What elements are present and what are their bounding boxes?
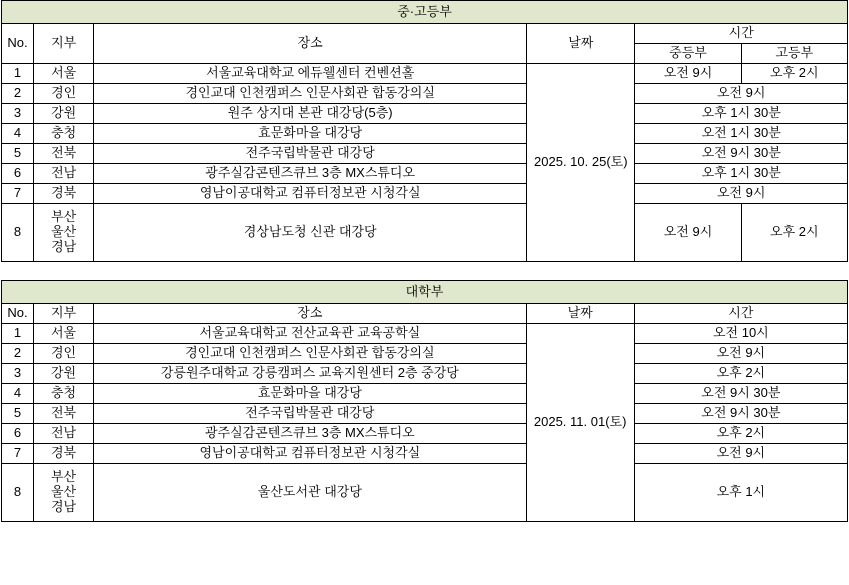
row-branch-line: 울산 — [51, 484, 77, 500]
header-place: 장소 — [94, 304, 527, 324]
row-time: 오전 9시 — [635, 184, 848, 204]
section-spacer — [0, 262, 849, 280]
row-branch: 경북 — [34, 444, 94, 464]
header-place: 장소 — [94, 24, 527, 64]
table-row — [2, 124, 848, 144]
row-time: 오전 9시 30분 — [634, 404, 847, 424]
row-place: 경인교대 인천캠퍼스 인문사회관 합동강의실 — [94, 84, 527, 104]
header-time-high: 고등부 — [741, 44, 847, 64]
section2-title: 대학부 — [2, 281, 848, 304]
row-place: 전주국립박물관 대강당 — [94, 404, 527, 424]
row-place: 영남이공대학교 컴퓨터정보관 시청각실 — [94, 184, 527, 204]
row-time: 오후 1시 30분 — [635, 164, 848, 184]
row-place: 서울교육대학교 에듀웰센터 컨벤션홀 — [94, 64, 527, 84]
row-place: 울산도서관 대강당 — [94, 464, 527, 522]
row-branch-line: 경남 — [51, 238, 77, 254]
row-time-middle: 오전 9시 — [635, 64, 741, 84]
section1-date-value: 2025. 10. 25(토) — [527, 64, 635, 262]
row-branch: 강원 — [34, 104, 94, 124]
row-branch: 서울 — [34, 324, 94, 344]
header-branch: 지부 — [34, 24, 94, 64]
header-no: No. — [2, 304, 34, 324]
row-place: 광주실감콘텐즈큐브 3층 MX스튜디오 — [94, 164, 527, 184]
row-no: 6 — [2, 424, 34, 444]
header-no: No. — [2, 24, 34, 64]
row-place: 전주국립박물관 대강당 — [94, 144, 527, 164]
table-row — [2, 64, 848, 84]
row-no: 5 — [2, 404, 34, 424]
row-place: 원주 상지대 본관 대강당(5층) — [94, 104, 527, 124]
row-place: 광주실감콘텐즈큐브 3층 MX스튜디오 — [94, 424, 527, 444]
row-branch: 충청 — [34, 384, 94, 404]
section1-title: 중·고등부 — [2, 1, 848, 24]
row-place: 강릉원주대학교 강릉캠퍼스 교육지원센터 2층 중강당 — [94, 364, 527, 384]
row-branch: 강원 — [34, 364, 94, 384]
table-row — [2, 404, 848, 424]
table-row — [2, 364, 848, 384]
row-time: 오전 10시 — [634, 324, 847, 344]
row-no: 2 — [2, 344, 34, 364]
row-time: 오후 1시 30분 — [635, 104, 848, 124]
row-branch: 경인 — [34, 84, 94, 104]
row-place: 효문화마을 대강당 — [94, 384, 527, 404]
row-branch — [34, 464, 94, 522]
row-place: 경상남도청 신관 대강당 — [94, 204, 527, 262]
row-no: 6 — [2, 164, 34, 184]
row-no: 5 — [2, 144, 34, 164]
row-branch-line: 경남 — [51, 498, 77, 514]
row-branch-line: 울산 — [51, 224, 77, 240]
row-time: 오후 2시 — [634, 424, 847, 444]
table-row — [2, 144, 848, 164]
row-branch — [34, 204, 94, 262]
row-time: 오전 9시 — [635, 84, 848, 104]
header-time-middle: 중등부 — [635, 44, 741, 64]
row-time: 오후 2시 — [634, 364, 847, 384]
table-row — [2, 104, 848, 124]
row-time: 오전 9시 — [634, 344, 847, 364]
middle-high-school-table — [1, 0, 848, 262]
row-time-high: 오후 2시 — [741, 204, 847, 262]
row-branch: 전남 — [34, 424, 94, 444]
table-row — [2, 84, 848, 104]
section1-header-row-1 — [2, 24, 848, 44]
row-place: 효문화마을 대강당 — [94, 124, 527, 144]
table-row — [2, 324, 848, 344]
row-no: 7 — [2, 444, 34, 464]
row-place: 경인교대 인천캠퍼스 인문사회관 합동강의실 — [94, 344, 527, 364]
row-no: 4 — [2, 384, 34, 404]
table-row — [2, 164, 848, 184]
row-branch: 경북 — [34, 184, 94, 204]
row-time-middle: 오전 9시 — [635, 204, 741, 262]
row-place: 영남이공대학교 컴퓨터정보관 시청각실 — [94, 444, 527, 464]
header-date: 날짜 — [527, 24, 635, 64]
section2-header-row — [2, 304, 848, 324]
row-branch: 전남 — [34, 164, 94, 184]
table-row — [2, 464, 848, 522]
row-no: 3 — [2, 364, 34, 384]
row-branch-line: 부산 — [51, 209, 77, 225]
table-row — [2, 424, 848, 444]
table-row — [2, 444, 848, 464]
row-no: 8 — [2, 204, 34, 262]
row-time: 오전 9시 — [634, 444, 847, 464]
row-branch: 충청 — [34, 124, 94, 144]
table-row — [2, 344, 848, 364]
row-branch: 전북 — [34, 144, 94, 164]
section1-title-row — [2, 1, 848, 24]
row-branch-line: 부산 — [51, 469, 77, 485]
table-row — [2, 204, 848, 262]
row-branch: 경인 — [34, 344, 94, 364]
row-no: 2 — [2, 84, 34, 104]
header-date: 날짜 — [526, 304, 634, 324]
table-row — [2, 184, 848, 204]
row-branch: 전북 — [34, 404, 94, 424]
row-time-high: 오후 2시 — [741, 64, 847, 84]
row-no: 7 — [2, 184, 34, 204]
row-no: 3 — [2, 104, 34, 124]
row-no: 1 — [2, 64, 34, 84]
header-branch: 지부 — [34, 304, 94, 324]
section2-title-row — [2, 281, 848, 304]
header-time: 시간 — [635, 24, 848, 44]
row-time: 오후 1시 — [634, 464, 847, 522]
row-time: 오전 9시 30분 — [635, 144, 848, 164]
row-no: 1 — [2, 324, 34, 344]
header-time: 시간 — [634, 304, 847, 324]
row-branch: 서울 — [34, 64, 94, 84]
row-no: 4 — [2, 124, 34, 144]
row-time: 오전 1시 30분 — [635, 124, 848, 144]
university-table — [1, 280, 848, 522]
row-place: 서울교육대학교 전산교육관 교육공학실 — [94, 324, 527, 344]
row-time: 오전 9시 30분 — [634, 384, 847, 404]
section2-date-value: 2025. 11. 01(토) — [526, 324, 634, 522]
row-no: 8 — [2, 464, 34, 522]
table-row — [2, 384, 848, 404]
